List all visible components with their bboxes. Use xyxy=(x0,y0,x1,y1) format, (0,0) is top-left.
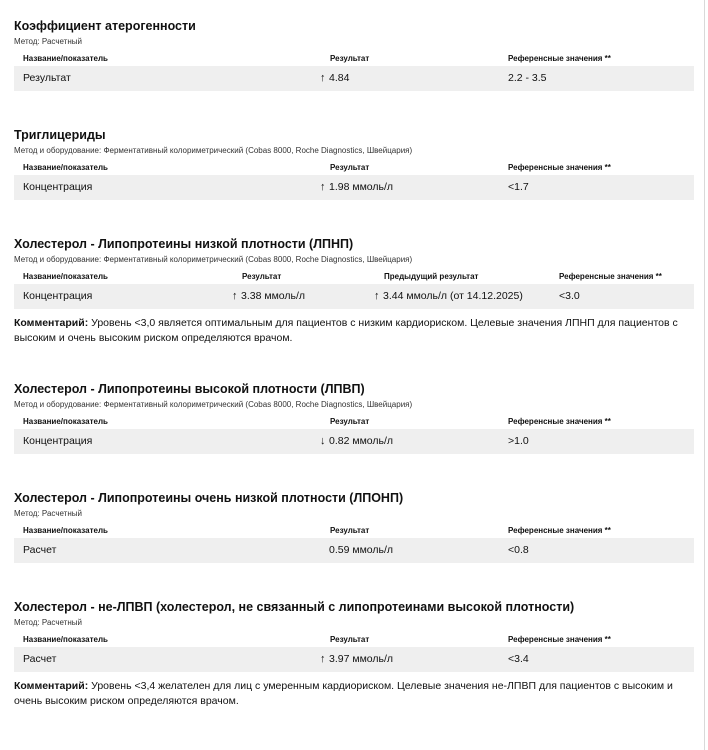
row-reference: >1.0 xyxy=(508,435,529,447)
header-result: Результат xyxy=(330,526,370,535)
table-header xyxy=(14,635,694,647)
test-ldl-cholesterol xyxy=(14,236,694,346)
row-reference: <1.7 xyxy=(508,181,529,193)
header-result: Результат xyxy=(242,272,282,281)
header-result: Результат xyxy=(330,163,370,172)
row-result xyxy=(232,290,305,302)
row-result xyxy=(320,72,349,84)
test-method: Метод и оборудование: Ферментативный колориметрический (Cobas 8000, Roche Diagnostics, Швейцария) xyxy=(14,146,413,155)
arrow-up-icon: ↑ xyxy=(232,290,238,302)
row-name: Концентрация xyxy=(23,181,93,193)
arrow-up-icon: ↑ xyxy=(320,653,326,665)
row-result xyxy=(320,181,393,193)
header-previous-result: Предыдущий результат xyxy=(384,272,479,281)
row-result-value: 4.84 xyxy=(329,72,350,84)
test-method: Метод и оборудование: Ферментативный колориметрический (Cobas 8000, Roche Diagnostics, Швейцария) xyxy=(14,400,413,409)
row-result xyxy=(320,653,393,665)
test-title: Холестерол - Липопротеины низкой плотности (ЛПНП) xyxy=(14,237,354,251)
test-vldl-cholesterol xyxy=(14,490,694,563)
test-title: Холестерол - Липопротеины высокой плотности (ЛПВП) xyxy=(14,382,365,396)
row-name: Расчет xyxy=(23,653,57,665)
header-name: Название/показатель xyxy=(23,635,108,644)
header-result: Результат xyxy=(330,417,370,426)
header-result: Результат xyxy=(330,54,370,63)
test-method: Метод и оборудование: Ферментативный колориметрический (Cobas 8000, Roche Diagnostics, Швейцария) xyxy=(14,255,413,264)
test-title: Холестерол - не-ЛПВП (холестерол, не связанный с липопротеинами высокой плотности) xyxy=(14,600,575,614)
row-name: Результат xyxy=(23,72,71,84)
comment-label: Комментарий: xyxy=(14,680,89,692)
row-name: Концентрация xyxy=(23,290,93,302)
row-result-value: 3.38 ммоль/л xyxy=(241,290,306,302)
row-result-value: 3.97 ммоль/л xyxy=(329,653,394,665)
header-reference: Референсные значения ** xyxy=(508,417,611,426)
table-row xyxy=(14,538,694,563)
test-atherogenic-index xyxy=(14,18,694,91)
arrow-up-icon: ↑ xyxy=(374,290,380,302)
table-row xyxy=(14,647,694,672)
row-previous-result xyxy=(374,290,523,302)
page-edge-line xyxy=(704,0,705,750)
table-row xyxy=(14,429,694,454)
row-reference: <3.0 xyxy=(559,290,580,302)
test-title: Коэффициент атерогенности xyxy=(14,19,196,33)
table-row xyxy=(14,175,694,200)
header-reference: Референсные значения ** xyxy=(508,526,611,535)
test-comment xyxy=(14,679,699,709)
table-row xyxy=(14,284,694,309)
test-hdl-cholesterol xyxy=(14,381,694,454)
header-name: Название/показатель xyxy=(23,526,108,535)
arrow-up-icon: ↑ xyxy=(320,181,326,193)
row-result xyxy=(320,435,393,447)
test-triglycerides xyxy=(14,127,694,200)
header-reference: Референсные значения ** xyxy=(508,635,611,644)
header-name: Название/показатель xyxy=(23,54,108,63)
row-previous-value: 3.44 ммоль/л (от 14.12.2025) xyxy=(383,290,523,302)
table-header xyxy=(14,272,694,284)
table-header xyxy=(14,54,694,66)
row-result-value: 1.98 ммоль/л xyxy=(329,181,394,193)
header-reference: Референсные значения ** xyxy=(508,54,611,63)
header-name: Название/показатель xyxy=(23,163,108,172)
arrow-down-icon: ↓ xyxy=(320,435,326,447)
row-result-value: 0.82 ммоль/л xyxy=(329,435,394,447)
header-result: Результат xyxy=(330,635,370,644)
row-name: Расчет xyxy=(23,544,57,556)
row-reference: <3.4 xyxy=(508,653,529,665)
test-title: Холестерол - Липопротеины очень низкой плотности (ЛПОНП) xyxy=(14,491,404,505)
comment-text: Уровень <3,0 является оптимальным для пациентов с низким кардиориском. Целевые значения ЛПНП для пациентов с высоким и очень высоким риском определяются врачом. xyxy=(14,317,678,344)
comment-label: Комментарий: xyxy=(14,317,89,329)
header-name: Название/показатель xyxy=(23,417,108,426)
row-reference: <0.8 xyxy=(508,544,529,556)
row-name: Концентрация xyxy=(23,435,93,447)
table-header xyxy=(14,417,694,429)
row-reference: 2.2 - 3.5 xyxy=(508,72,547,84)
test-method: Метод: Расчетный xyxy=(14,618,82,627)
header-reference: Референсные значения ** xyxy=(508,163,611,172)
table-header xyxy=(14,163,694,175)
test-comment xyxy=(14,316,699,346)
row-result-value: 0.59 ммоль/л xyxy=(329,544,394,556)
header-name: Название/показатель xyxy=(23,272,108,281)
row-result xyxy=(320,544,393,556)
test-title: Триглицериды xyxy=(14,128,106,142)
test-non-hdl-cholesterol xyxy=(14,599,694,709)
comment-text: Уровень <3,4 желателен для лиц с умеренным кардиориском. Целевые значения не-ЛПВП для пациентов с высоким и очень высоким риском определяются врачом. xyxy=(14,680,673,707)
test-method: Метод: Расчетный xyxy=(14,509,82,518)
arrow-up-icon: ↑ xyxy=(320,72,326,84)
table-header xyxy=(14,526,694,538)
header-reference: Референсные значения ** xyxy=(559,272,662,281)
table-row xyxy=(14,66,694,91)
test-method: Метод: Расчетный xyxy=(14,37,82,46)
